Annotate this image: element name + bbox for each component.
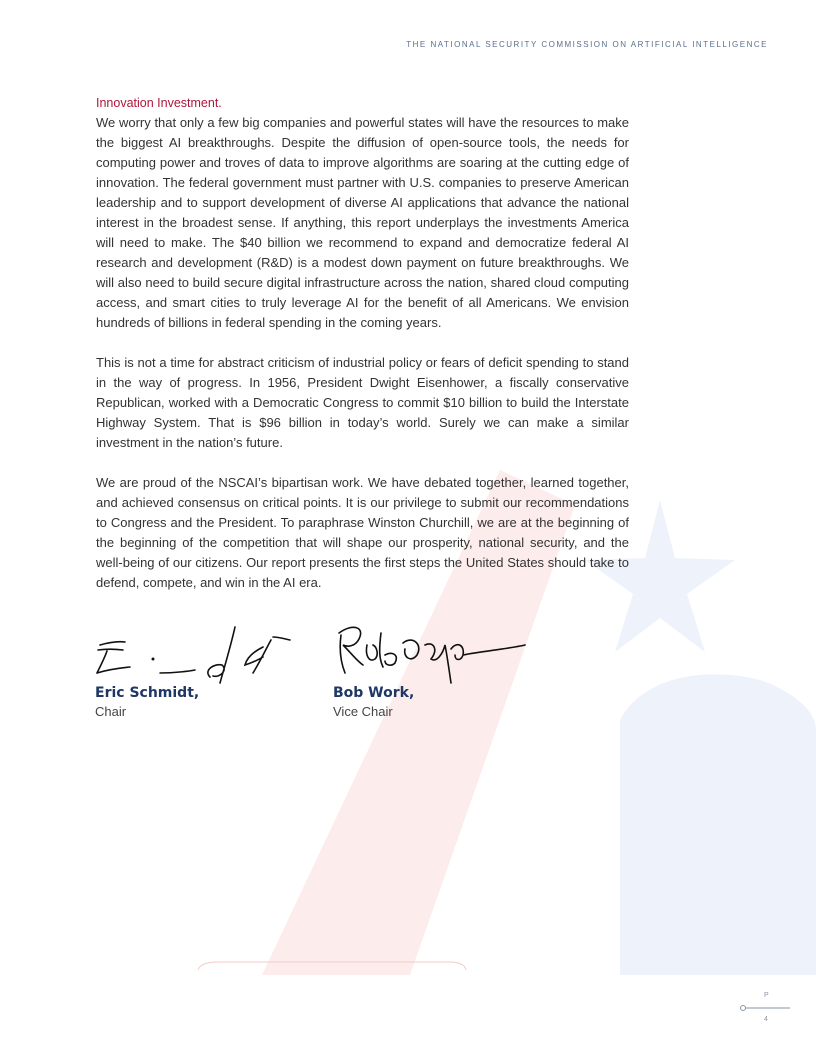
section-heading: Innovation Investment. — [96, 96, 222, 110]
page-footer — [735, 990, 795, 1030]
signature-image-work — [333, 615, 533, 685]
letter-body — [96, 93, 629, 613]
footer-label: P — [764, 992, 769, 999]
paragraph-2: This is not a time for abstract criticism of industrial policy or fears of deficit spending to stand in the way of progress. In 1956, President Dwight Eisenhower, a fiscally conservative Republican, worked with a Democratic Congress to commit $10 billion to build the Interstate Highway System. That is $96 billion in today’s world. Surely we can make a similar investment in the nation’s future. — [96, 355, 629, 450]
signatory-name-schmidt: Eric Schmidt, — [95, 685, 200, 701]
signature-block-chair — [95, 615, 295, 719]
signature-block-vice-chair — [333, 615, 533, 719]
running-header: THE NATIONAL SECURITY COMMISSION ON ARTIFICIAL INTELLIGENCE — [406, 40, 768, 49]
signatory-name-work: Bob Work, — [333, 685, 415, 701]
paragraph-3: We are proud of the NSCAI’s bipartisan work. We have debated together, learned together, and achieved consensus on critical points. It is our privilege to submit our recommendations to Congress and the President. To paraphrase Winston Churchill, we are at the beginning of the beginning of the competition that will shape our prosperity, national security, and the well-being of our citizens. Our report presents the first steps the United States should take to defend, compete, and win in the AI era. — [96, 475, 629, 590]
signatory-title-schmidt: Chair — [95, 704, 127, 719]
page-number: 4 — [764, 1016, 768, 1023]
signatory-title-work: Vice Chair — [333, 704, 393, 719]
watermark-eagle-shape — [620, 674, 816, 975]
signature-image-schmidt — [95, 615, 295, 685]
paragraph-1: We worry that only a few big companies and powerful states will have the resources to make the biggest AI breakthroughs. Despite the diffusion of open-source tools, the needs for computing power and troves of data to improve algorithms are soaring at the cutting edge of innovation. The federal government must partner with U.S. companies to preserve American leadership and to support development of diverse AI applications that advance the national interest in the broadest sense. If anything, this report underplays the investments America will need to make. The $40 billion we recommend to expand and democratize federal AI research and development (R&D) is a modest down payment on future breakthroughs. We will also need to build secure digital infrastructure across the nation, shared cloud computing access, and smart cities to truly leverage AI for the benefit of all Americans. We envision hundreds of billions in federal spending in the coming years. — [96, 115, 629, 330]
